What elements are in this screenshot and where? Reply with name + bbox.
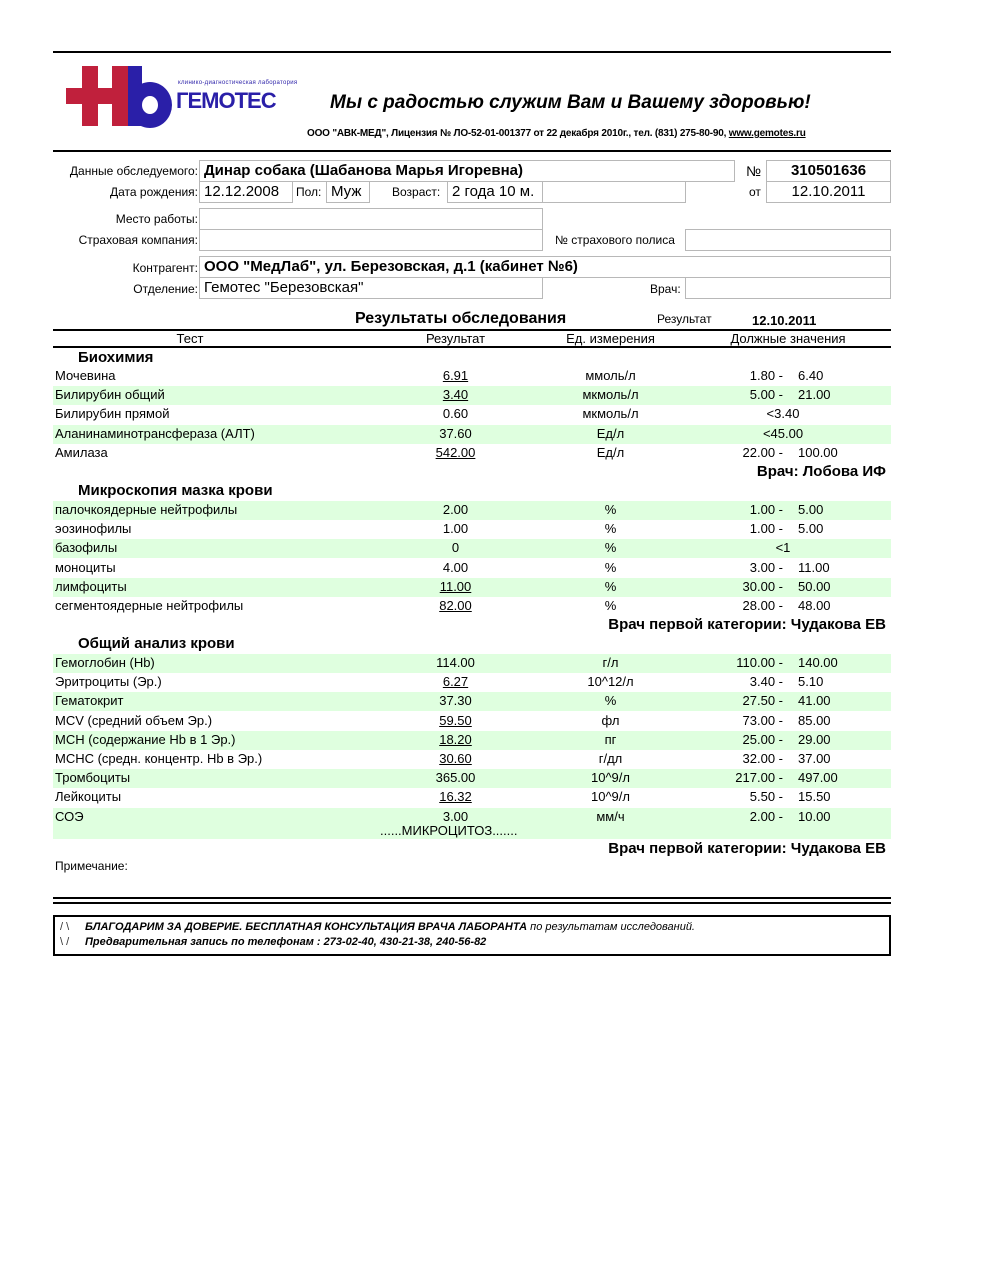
- test-name: сегментоядерные нейтрофилы: [55, 598, 244, 613]
- test-unit: %: [604, 598, 617, 613]
- test-norm-low: 110.00 -: [736, 655, 783, 670]
- bottom-rule-1: [53, 897, 891, 899]
- test-name: базофилы: [55, 540, 118, 556]
- doctor-field: [685, 277, 891, 299]
- table-row: [53, 367, 891, 386]
- col-test: Тест: [176, 331, 204, 346]
- table-row: [53, 712, 891, 731]
- slogan: Мы с радостью служим Вам и Вашему здоровью!: [330, 92, 811, 113]
- date-label: от: [749, 185, 761, 199]
- test-name: Аланинаминотрансфераза (АЛТ): [55, 425, 255, 441]
- test-result: 4.00: [442, 559, 469, 575]
- test-unit: г/дл: [598, 751, 623, 766]
- section-title: Общий анализ крови: [78, 635, 235, 652]
- test-norm-low: 1.00 -: [749, 502, 783, 517]
- footer-thanks: БЛАГОДАРИМ ЗА ДОВЕРИЕ. БЕСПЛАТНАЯ КОНСУЛЬТАЦИЯ ВРАЧА ЛАБОРАНТА: [85, 921, 528, 933]
- age-field: 2 года 10 м.: [447, 181, 543, 203]
- test-name: Амилаза: [55, 444, 108, 460]
- test-result: 3.00: [442, 808, 469, 824]
- test-unit: %: [604, 502, 617, 517]
- policy-field: [685, 229, 891, 251]
- test-norm-low: 217.00 -: [735, 770, 783, 786]
- table-row: [53, 501, 891, 520]
- test-unit: %: [604, 578, 617, 594]
- department-label: Отделение:: [133, 282, 198, 296]
- test-norm-high: 15.50: [798, 789, 831, 805]
- test-result: 2.00: [442, 502, 469, 517]
- sex-field: Муж: [326, 181, 370, 203]
- table-row: [53, 731, 891, 750]
- table-header-rule: [53, 346, 891, 348]
- test-norm: <3.40: [766, 406, 800, 422]
- table-row: [53, 444, 891, 463]
- contractor-field: ООО "МедЛаб", ул. Березовская, д.1 (кабинет №6): [199, 256, 891, 278]
- policy-label: № страхового полиса: [555, 233, 675, 247]
- table-row: [53, 578, 891, 597]
- result-date: 12.10.2011: [752, 313, 817, 328]
- subject-field: Динар собака (Шабанова Марья Игоревна): [199, 160, 735, 182]
- table-row: [53, 405, 891, 424]
- test-unit: мкмоль/л: [582, 387, 639, 403]
- birth-field: 12.12.2008: [199, 181, 293, 203]
- sex-label: Пол:: [296, 185, 322, 199]
- test-norm-high: 85.00: [798, 712, 831, 728]
- section-doctor: Врач: Лобова ИФ: [756, 463, 886, 480]
- col-norm: Должные значения: [730, 331, 846, 346]
- test-result: 542.00: [435, 444, 476, 460]
- test-norm-high: 41.00: [798, 693, 831, 709]
- test-norm-low: 25.00 -: [742, 731, 783, 747]
- test-norm-high: 100.00: [798, 444, 838, 460]
- test-name: моноциты: [55, 559, 116, 575]
- table-row: [53, 750, 891, 769]
- insurance-field: [199, 229, 543, 251]
- test-norm-low: 1.80 -: [749, 368, 783, 383]
- test-result: 11.00: [439, 578, 472, 594]
- test-norm-high: 6.40: [798, 368, 824, 383]
- section-title: Биохимия: [78, 349, 154, 366]
- insurance-label: Страховая компания:: [78, 233, 198, 247]
- test-norm-high: 50.00: [798, 578, 831, 594]
- test-name: MCH (содержание Hb в 1 Эр.): [55, 731, 236, 747]
- top-rule: [53, 51, 891, 53]
- logo-b-hole: [142, 96, 158, 114]
- table-row: [53, 673, 891, 692]
- table-row: [53, 597, 891, 616]
- logo-subtitle: клинико-диагностическая лаборатория: [178, 80, 298, 86]
- test-unit: %: [604, 559, 617, 575]
- test-result: 18.20: [439, 731, 472, 747]
- test-result: 37.30: [439, 693, 472, 709]
- note-label: Примечание:: [55, 859, 128, 873]
- test-norm-high: 21.00: [798, 387, 831, 403]
- test-name: Эритроциты (Эр.): [55, 674, 162, 690]
- test-norm-high: 10.00: [798, 808, 831, 824]
- test-result: 30.60: [439, 751, 472, 766]
- license-line: [307, 128, 806, 139]
- test-name: Гематокрит: [55, 693, 124, 709]
- test-norm-low: 73.00 -: [742, 712, 783, 728]
- test-name: Лейкоциты: [55, 789, 122, 805]
- test-unit: 10^9/л: [591, 789, 630, 805]
- test-unit: %: [604, 540, 617, 556]
- license-text: ООО "АВК-МЕД", Лицензия № ЛО-52-01-001377 от 22 декабря 2010г., тел. (831) 275-80-90,: [307, 128, 729, 139]
- table-row: [53, 425, 891, 444]
- test-unit: фл: [601, 712, 620, 728]
- test-result: 37.60: [439, 425, 472, 441]
- test-name: Билирубин общий: [55, 387, 165, 403]
- results-title: Результаты обследования: [355, 310, 567, 327]
- table-row: [53, 386, 891, 405]
- test-norm-low: 22.00 -: [742, 444, 783, 460]
- test-norm-low: 5.00 -: [749, 387, 783, 403]
- test-unit: 10^12/л: [587, 674, 634, 690]
- section-comment: ......МИКРОЦИТОЗ.......: [380, 823, 518, 838]
- table-row: [53, 559, 891, 578]
- department-field: Гемотес "Березовская": [199, 277, 543, 299]
- number-label: №: [746, 163, 762, 179]
- result-label: Результат: [657, 312, 712, 326]
- test-unit: ммоль/л: [585, 368, 636, 383]
- test-unit: %: [604, 693, 617, 709]
- test-name: MCV (средний объем Эр.): [55, 712, 213, 728]
- logo-h-stem: [112, 66, 128, 126]
- test-result: 365.00: [435, 770, 476, 786]
- test-norm-low: 1.00 -: [749, 521, 783, 537]
- test-unit: Ед/л: [596, 425, 625, 441]
- work-label: Место работы:: [115, 212, 198, 226]
- table-row: [53, 520, 891, 539]
- table-row: [53, 654, 891, 673]
- col-unit: Ед. измерения: [566, 331, 655, 346]
- test-unit: Ед/л: [596, 444, 625, 460]
- test-result: 16.32: [439, 789, 472, 805]
- date-field: 12.10.2011: [766, 181, 891, 203]
- birth-label: Дата рождения:: [110, 185, 198, 199]
- age-label: Возраст:: [392, 185, 441, 199]
- test-result: 1.00: [442, 521, 469, 537]
- test-norm-high: 497.00: [798, 770, 838, 786]
- test-result: 0.60: [442, 406, 469, 422]
- test-name: палочкоядерные нейтрофилы: [55, 502, 238, 517]
- test-norm-low: 2.00 -: [749, 808, 783, 824]
- test-norm-high: 5.00: [798, 502, 824, 517]
- logo-name: ГЕМОТЕС: [176, 88, 276, 113]
- section-title: Микроскопия мазка крови: [78, 482, 273, 499]
- number-field: 310501636: [766, 160, 891, 182]
- test-norm-low: 3.00 -: [749, 559, 783, 575]
- test-norm-high: 48.00: [798, 598, 831, 613]
- footer-box: [53, 915, 891, 956]
- test-name: Гемоглобин (Hb): [55, 655, 155, 670]
- test-norm: <45.00: [762, 425, 804, 441]
- test-norm-low: 32.00 -: [742, 751, 783, 766]
- test-result: 6.91: [442, 368, 469, 383]
- doctor-label: Врач:: [650, 282, 681, 296]
- contractor-label: Контрагент:: [132, 261, 198, 275]
- test-norm-high: 5.10: [798, 674, 824, 690]
- test-result: 114.00: [436, 655, 475, 670]
- footer-thanks-rest: по результатам исследований.: [527, 921, 695, 933]
- col-result: Результат: [425, 331, 486, 346]
- test-unit: %: [604, 521, 617, 537]
- test-name: MCHC (средн. концентр. Hb в Эр.): [55, 751, 263, 766]
- table-row: [53, 539, 891, 558]
- footer-line-1: [85, 921, 695, 933]
- test-norm-high: 11.00: [798, 559, 830, 575]
- test-name: СОЭ: [55, 808, 84, 824]
- test-result: 3.40: [442, 387, 469, 403]
- test-name: лимфоциты: [55, 578, 127, 594]
- test-unit: мм/ч: [596, 808, 625, 824]
- test-unit: пг: [604, 731, 617, 747]
- table-row: [53, 769, 891, 788]
- age-extra-field: [542, 181, 686, 203]
- test-norm-high: 5.00: [798, 521, 824, 537]
- test-result: 0: [451, 540, 460, 556]
- test-norm-high: 37.00: [798, 751, 831, 766]
- bottom-rule-2: [53, 902, 891, 904]
- logo: [66, 66, 296, 136]
- section-doctor: Врач первой категории: Чудакова ЕВ: [608, 616, 886, 633]
- test-unit: 10^9/л: [591, 770, 630, 786]
- header-rule: [53, 150, 891, 152]
- subject-label: Данные обследуемого:: [69, 164, 198, 178]
- test-unit: мкмоль/л: [582, 406, 639, 422]
- test-norm-high: 29.00: [798, 731, 831, 747]
- test-norm-low: 28.00 -: [742, 598, 783, 613]
- test-norm-high: 140.00: [798, 655, 838, 670]
- table-row: [53, 788, 891, 807]
- test-result: 6.27: [442, 674, 469, 690]
- test-norm-low: 27.50 -: [742, 693, 783, 709]
- test-norm-low: 30.00 -: [742, 578, 783, 594]
- test-name: Мочевина: [55, 368, 116, 383]
- test-norm-low: 3.40 -: [749, 674, 783, 690]
- test-norm-low: 5.50 -: [749, 789, 783, 805]
- phone-icon-bottom: \ /: [60, 936, 70, 948]
- table-row: [53, 692, 891, 711]
- work-field: [199, 208, 543, 230]
- test-result: 82.00: [439, 598, 472, 613]
- section-doctor: Врач первой категории: Чудакова ЕВ: [608, 840, 886, 857]
- test-norm: <1: [775, 540, 791, 556]
- phone-icon-top: / \: [60, 921, 70, 933]
- test-unit: г/л: [602, 655, 619, 670]
- test-name: эозинофилы: [55, 521, 132, 537]
- test-name: Тромбоциты: [55, 770, 131, 786]
- test-name: Билирубин прямой: [55, 406, 170, 422]
- website-link[interactable]: www.gemotes.ru: [728, 128, 806, 139]
- footer-line-2: Предварительная запись по телефонам : 273-02-40, 430-21-38, 240-56-82: [85, 936, 487, 948]
- test-result: 59.50: [439, 712, 472, 728]
